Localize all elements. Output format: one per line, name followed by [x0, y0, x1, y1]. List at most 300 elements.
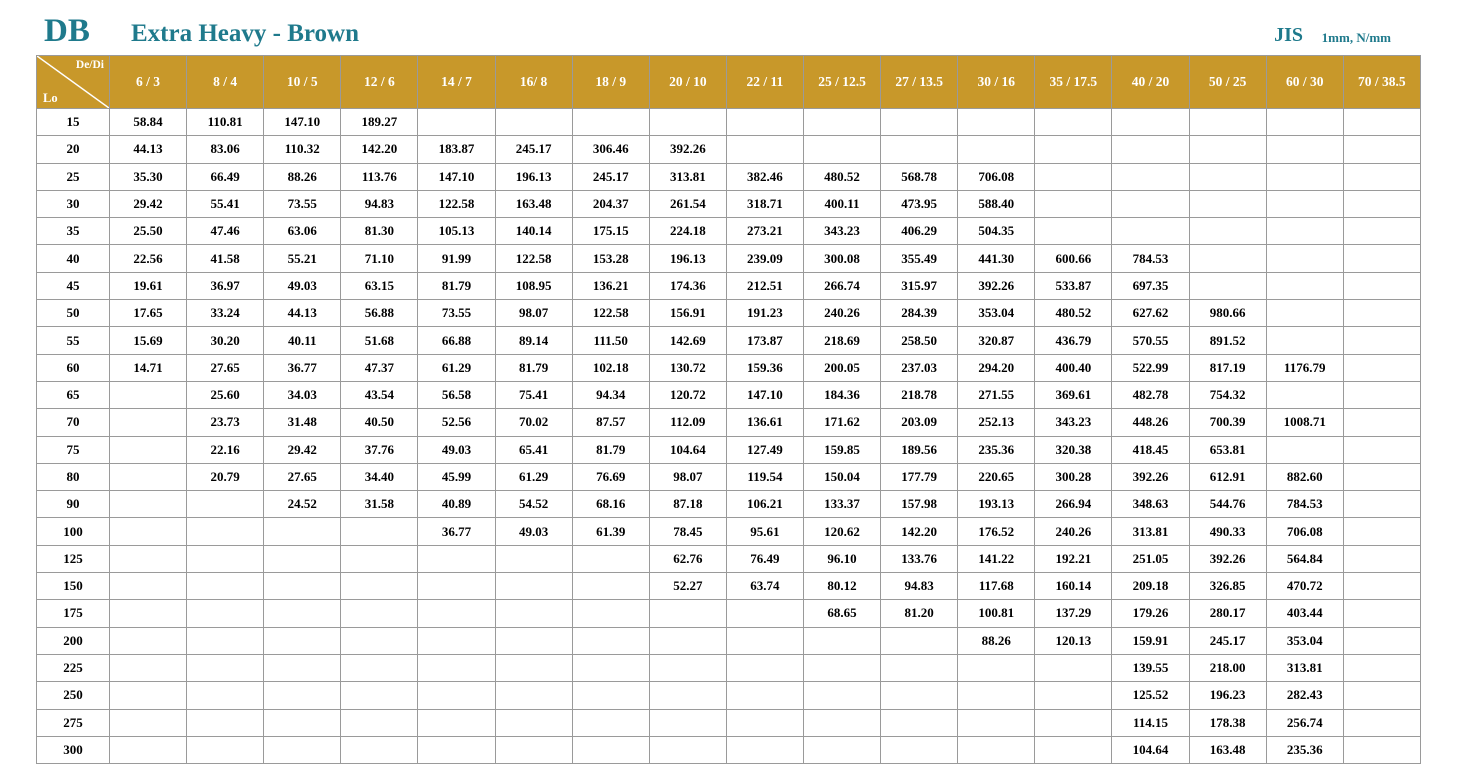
table-cell: [1343, 272, 1420, 299]
row-header-lo: 45: [37, 272, 110, 299]
table-cell: [803, 682, 880, 709]
table-cell: 40.89: [418, 491, 495, 518]
table-cell: [1035, 736, 1112, 763]
row-header-lo: 55: [37, 327, 110, 354]
table-cell: [1035, 218, 1112, 245]
row-header-lo: 60: [37, 354, 110, 381]
table-cell: 142.20: [881, 518, 958, 545]
table-cell: [495, 736, 572, 763]
table-cell: 94.83: [881, 573, 958, 600]
table-cell: 43.54: [341, 381, 418, 408]
table-cell: [1112, 109, 1189, 136]
table-cell: 125.52: [1112, 682, 1189, 709]
table-cell: [1343, 163, 1420, 190]
table-cell: 627.62: [1112, 300, 1189, 327]
table-cell: [1266, 163, 1343, 190]
table-cell: 256.74: [1266, 709, 1343, 736]
table-cell: 156.91: [649, 300, 726, 327]
corner-label-de-di: De/Di: [75, 59, 104, 71]
table-cell: 89.14: [495, 327, 572, 354]
table-row: [37, 218, 1421, 245]
table-cell: [1343, 600, 1420, 627]
table-cell: 163.48: [1189, 736, 1266, 763]
table-cell: 33.24: [187, 300, 264, 327]
table-cell: [881, 709, 958, 736]
spec-table-wrapper: [36, 55, 1421, 764]
table-cell: 61.39: [572, 518, 649, 545]
table-cell: [264, 736, 341, 763]
column-header: 40 / 20: [1112, 56, 1189, 109]
table-cell: [1189, 245, 1266, 272]
table-cell: [1035, 709, 1112, 736]
table-cell: [187, 709, 264, 736]
table-cell: [726, 627, 803, 654]
table-cell: 533.87: [1035, 272, 1112, 299]
table-cell: 120.62: [803, 518, 880, 545]
table-cell: [110, 463, 187, 490]
table-cell: 87.18: [649, 491, 726, 518]
table-cell: [572, 545, 649, 572]
brand-logo: DB: [44, 13, 90, 49]
table-cell: [1343, 245, 1420, 272]
table-cell: [958, 736, 1035, 763]
table-cell: 218.00: [1189, 654, 1266, 681]
table-cell: 35.30: [110, 163, 187, 190]
table-row: [37, 491, 1421, 518]
table-cell: 54.52: [495, 491, 572, 518]
table-cell: 392.26: [1112, 463, 1189, 490]
table-cell: 19.61: [110, 272, 187, 299]
table-cell: 68.16: [572, 491, 649, 518]
table-cell: 817.19: [1189, 354, 1266, 381]
table-cell: [803, 654, 880, 681]
table-cell: 105.13: [418, 218, 495, 245]
table-cell: [1343, 518, 1420, 545]
table-cell: [418, 600, 495, 627]
table-cell: [958, 109, 1035, 136]
table-cell: [110, 518, 187, 545]
table-cell: 29.42: [110, 190, 187, 217]
table-cell: 490.33: [1189, 518, 1266, 545]
table-cell: 212.51: [726, 272, 803, 299]
table-row: [37, 682, 1421, 709]
table-cell: 245.17: [1189, 627, 1266, 654]
table-cell: 122.58: [418, 190, 495, 217]
table-cell: 470.72: [1266, 573, 1343, 600]
table-cell: 178.38: [1189, 709, 1266, 736]
table-cell: 392.26: [649, 136, 726, 163]
table-cell: 52.56: [418, 409, 495, 436]
table-cell: [341, 654, 418, 681]
table-cell: 40.11: [264, 327, 341, 354]
table-cell: [341, 709, 418, 736]
table-cell: 23.73: [187, 409, 264, 436]
table-cell: 136.61: [726, 409, 803, 436]
table-cell: 204.37: [572, 190, 649, 217]
table-cell: 436.79: [1035, 327, 1112, 354]
table-cell: [110, 654, 187, 681]
table-cell: [1112, 190, 1189, 217]
table-cell: 612.91: [1189, 463, 1266, 490]
table-cell: 224.18: [649, 218, 726, 245]
table-cell: [110, 709, 187, 736]
table-cell: 588.40: [958, 190, 1035, 217]
table-cell: 36.97: [187, 272, 264, 299]
table-cell: 98.07: [649, 463, 726, 490]
table-row: [37, 163, 1421, 190]
row-header-lo: 20: [37, 136, 110, 163]
table-cell: 355.49: [881, 245, 958, 272]
table-cell: 294.20: [958, 354, 1035, 381]
table-cell: [495, 109, 572, 136]
table-cell: 22.56: [110, 245, 187, 272]
table-cell: 245.17: [495, 136, 572, 163]
table-cell: [803, 709, 880, 736]
table-cell: [572, 736, 649, 763]
table-cell: 68.65: [803, 600, 880, 627]
table-cell: 36.77: [264, 354, 341, 381]
table-cell: [1112, 218, 1189, 245]
table-cell: [1266, 436, 1343, 463]
table-cell: [418, 545, 495, 572]
table-row: [37, 709, 1421, 736]
table-cell: 41.58: [187, 245, 264, 272]
table-cell: 30.20: [187, 327, 264, 354]
table-cell: [495, 573, 572, 600]
table-cell: [803, 136, 880, 163]
table-cell: 117.68: [958, 573, 1035, 600]
table-cell: 122.58: [495, 245, 572, 272]
table-cell: 83.06: [187, 136, 264, 163]
column-header: 35 / 17.5: [1035, 56, 1112, 109]
table-cell: [726, 654, 803, 681]
table-cell: 343.23: [803, 218, 880, 245]
table-cell: 273.21: [726, 218, 803, 245]
table-cell: 66.88: [418, 327, 495, 354]
table-cell: 150.04: [803, 463, 880, 490]
table-cell: [187, 627, 264, 654]
table-cell: 568.78: [881, 163, 958, 190]
table-cell: 160.14: [1035, 573, 1112, 600]
table-cell: 44.13: [264, 300, 341, 327]
table-cell: [1035, 682, 1112, 709]
table-cell: [881, 109, 958, 136]
table-cell: 315.97: [881, 272, 958, 299]
table-cell: 300.08: [803, 245, 880, 272]
table-cell: [1035, 190, 1112, 217]
table-cell: 31.58: [341, 491, 418, 518]
table-cell: 706.08: [1266, 518, 1343, 545]
table-cell: 47.46: [187, 218, 264, 245]
table-row: [37, 573, 1421, 600]
table-cell: 700.39: [1189, 409, 1266, 436]
table-cell: 196.13: [495, 163, 572, 190]
table-cell: 44.13: [110, 136, 187, 163]
table-row: [37, 190, 1421, 217]
document-header: [0, 0, 1457, 55]
table-cell: 120.72: [649, 381, 726, 408]
table-cell: 240.26: [803, 300, 880, 327]
table-cell: 114.15: [1112, 709, 1189, 736]
table-cell: [881, 736, 958, 763]
table-cell: 22.16: [187, 436, 264, 463]
table-cell: 280.17: [1189, 600, 1266, 627]
table-cell: [1266, 381, 1343, 408]
table-row: [37, 136, 1421, 163]
table-cell: 112.09: [649, 409, 726, 436]
table-cell: [1266, 300, 1343, 327]
table-cell: 448.26: [1112, 409, 1189, 436]
table-cell: 348.63: [1112, 491, 1189, 518]
table-cell: 306.46: [572, 136, 649, 163]
table-cell: 31.48: [264, 409, 341, 436]
table-cell: [958, 709, 1035, 736]
table-cell: 80.12: [803, 573, 880, 600]
table-cell: [572, 109, 649, 136]
table-cell: [1035, 109, 1112, 136]
table-cell: 754.32: [1189, 381, 1266, 408]
table-cell: [110, 436, 187, 463]
table-cell: 122.58: [572, 300, 649, 327]
table-cell: [1266, 109, 1343, 136]
table-row: [37, 327, 1421, 354]
table-cell: [572, 709, 649, 736]
table-cell: 184.36: [803, 381, 880, 408]
table-cell: [341, 600, 418, 627]
column-header: 18 / 9: [572, 56, 649, 109]
table-cell: 240.26: [1035, 518, 1112, 545]
table-cell: 29.42: [264, 436, 341, 463]
row-header-lo: 80: [37, 463, 110, 490]
table-cell: 882.60: [1266, 463, 1343, 490]
table-cell: 320.87: [958, 327, 1035, 354]
row-header-lo: 90: [37, 491, 110, 518]
table-cell: 119.54: [726, 463, 803, 490]
table-cell: 173.87: [726, 327, 803, 354]
row-header-lo: 15: [37, 109, 110, 136]
row-header-lo: 125: [37, 545, 110, 572]
table-cell: [1266, 218, 1343, 245]
table-cell: [187, 682, 264, 709]
table-cell: [649, 682, 726, 709]
table-cell: [418, 654, 495, 681]
table-cell: 73.55: [264, 190, 341, 217]
table-row: [37, 654, 1421, 681]
table-cell: 61.29: [495, 463, 572, 490]
table-cell: [1343, 190, 1420, 217]
table-cell: 110.32: [264, 136, 341, 163]
table-row: [37, 518, 1421, 545]
table-cell: [1266, 327, 1343, 354]
table-cell: [1189, 190, 1266, 217]
table-cell: [418, 109, 495, 136]
table-cell: 34.40: [341, 463, 418, 490]
table-cell: [726, 709, 803, 736]
table-cell: [572, 573, 649, 600]
table-cell: 91.99: [418, 245, 495, 272]
table-cell: 191.23: [726, 300, 803, 327]
table-cell: 65.41: [495, 436, 572, 463]
table-cell: [264, 545, 341, 572]
table-row: [37, 354, 1421, 381]
table-cell: [572, 627, 649, 654]
table-cell: 504.35: [958, 218, 1035, 245]
row-header-lo: 200: [37, 627, 110, 654]
table-cell: 81.20: [881, 600, 958, 627]
table-cell: 282.43: [1266, 682, 1343, 709]
table-cell: 544.76: [1189, 491, 1266, 518]
table-cell: [495, 654, 572, 681]
table-cell: 136.21: [572, 272, 649, 299]
table-cell: 49.03: [495, 518, 572, 545]
table-cell: [649, 654, 726, 681]
column-header: 14 / 7: [418, 56, 495, 109]
table-cell: 81.79: [495, 354, 572, 381]
table-cell: [187, 600, 264, 627]
table-cell: 522.99: [1112, 354, 1189, 381]
table-cell: 192.21: [1035, 545, 1112, 572]
table-cell: [187, 518, 264, 545]
table-cell: 235.36: [1266, 736, 1343, 763]
table-cell: [1189, 272, 1266, 299]
table-row: [37, 463, 1421, 490]
table-cell: 45.99: [418, 463, 495, 490]
table-row: [37, 245, 1421, 272]
table-cell: 251.05: [1112, 545, 1189, 572]
table-cell: 104.64: [649, 436, 726, 463]
table-cell: 111.50: [572, 327, 649, 354]
table-row: [37, 600, 1421, 627]
table-cell: 127.49: [726, 436, 803, 463]
table-row: [37, 300, 1421, 327]
table-cell: [1343, 300, 1420, 327]
table-cell: [881, 654, 958, 681]
table-cell: [1189, 136, 1266, 163]
table-cell: [1035, 654, 1112, 681]
table-header-row: [37, 56, 1421, 109]
table-cell: 133.76: [881, 545, 958, 572]
table-cell: 418.45: [1112, 436, 1189, 463]
table-cell: 63.15: [341, 272, 418, 299]
table-row: [37, 409, 1421, 436]
table-cell: [1343, 409, 1420, 436]
table-cell: [958, 682, 1035, 709]
table-cell: 176.52: [958, 518, 1035, 545]
table-cell: 96.10: [803, 545, 880, 572]
table-row: [37, 272, 1421, 299]
table-cell: 266.94: [1035, 491, 1112, 518]
column-header: 27 / 13.5: [881, 56, 958, 109]
column-header: 20 / 10: [649, 56, 726, 109]
table-cell: 266.74: [803, 272, 880, 299]
table-cell: 369.61: [1035, 381, 1112, 408]
table-cell: 159.91: [1112, 627, 1189, 654]
table-row: [37, 109, 1421, 136]
table-cell: 15.69: [110, 327, 187, 354]
table-cell: 441.30: [958, 245, 1035, 272]
table-cell: 697.35: [1112, 272, 1189, 299]
table-cell: [264, 709, 341, 736]
table-cell: 142.20: [341, 136, 418, 163]
table-cell: 891.52: [1189, 327, 1266, 354]
table-cell: [110, 573, 187, 600]
table-cell: 56.88: [341, 300, 418, 327]
table-cell: 139.55: [1112, 654, 1189, 681]
table-cell: 300.28: [1035, 463, 1112, 490]
row-header-lo: 25: [37, 163, 110, 190]
table-cell: 284.39: [881, 300, 958, 327]
table-cell: 25.50: [110, 218, 187, 245]
row-header-lo: 70: [37, 409, 110, 436]
table-cell: [1266, 272, 1343, 299]
table-cell: [1343, 573, 1420, 600]
table-cell: 108.95: [495, 272, 572, 299]
table-cell: [1343, 627, 1420, 654]
table-cell: 147.10: [264, 109, 341, 136]
table-cell: [264, 518, 341, 545]
table-cell: 784.53: [1112, 245, 1189, 272]
table-cell: 400.11: [803, 190, 880, 217]
table-cell: 81.30: [341, 218, 418, 245]
table-cell: 392.26: [1189, 545, 1266, 572]
table-cell: 120.13: [1035, 627, 1112, 654]
table-cell: 102.18: [572, 354, 649, 381]
table-cell: [110, 491, 187, 518]
table-cell: 200.05: [803, 354, 880, 381]
table-cell: 87.57: [572, 409, 649, 436]
table-cell: [1343, 682, 1420, 709]
page-title: Extra Heavy - Brown: [131, 20, 359, 47]
table-cell: [1343, 218, 1420, 245]
table-row: [37, 627, 1421, 654]
table-cell: [1343, 436, 1420, 463]
table-cell: 245.17: [572, 163, 649, 190]
table-cell: 81.79: [418, 272, 495, 299]
table-cell: [341, 682, 418, 709]
table-cell: [418, 627, 495, 654]
table-cell: 261.54: [649, 190, 726, 217]
table-cell: [726, 136, 803, 163]
table-cell: 183.87: [418, 136, 495, 163]
table-cell: [1343, 463, 1420, 490]
table-cell: 58.84: [110, 109, 187, 136]
table-cell: [649, 736, 726, 763]
table-cell: [1343, 545, 1420, 572]
table-cell: 40.50: [341, 409, 418, 436]
table-cell: [418, 573, 495, 600]
table-cell: [418, 736, 495, 763]
table-cell: [1189, 163, 1266, 190]
table-cell: 81.79: [572, 436, 649, 463]
table-cell: 142.69: [649, 327, 726, 354]
table-cell: [958, 654, 1035, 681]
row-header-lo: 50: [37, 300, 110, 327]
table-cell: 258.50: [881, 327, 958, 354]
table-row: [37, 436, 1421, 463]
table-cell: [110, 545, 187, 572]
table-cell: [110, 682, 187, 709]
table-body: [37, 109, 1421, 764]
table-cell: 189.27: [341, 109, 418, 136]
table-cell: 20.79: [187, 463, 264, 490]
table-cell: 70.02: [495, 409, 572, 436]
table-cell: 113.76: [341, 163, 418, 190]
row-header-lo: 275: [37, 709, 110, 736]
table-cell: 237.03: [881, 354, 958, 381]
row-header-lo: 150: [37, 573, 110, 600]
table-cell: 318.71: [726, 190, 803, 217]
table-cell: [1035, 163, 1112, 190]
